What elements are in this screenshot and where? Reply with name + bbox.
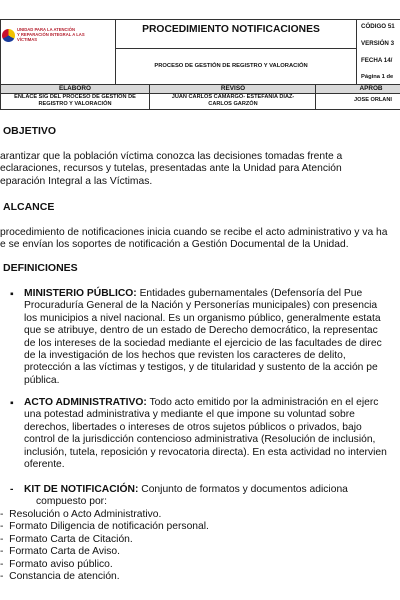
list-item: - Formato Carta de Aviso. xyxy=(0,546,120,558)
elaboro-value: ENLACE SIG DEL PROCESO DE GESTIÓN DE REGISTRO Y VALORACIÓN xyxy=(14,94,136,107)
aprobo-label: APROB xyxy=(359,85,383,92)
reviso-value: JUAN CARLOS CAMARGO- ESTEFANIA DIAZ- CARLOS GARZÓN xyxy=(171,94,295,107)
fecha: FECHA 14/ xyxy=(361,57,393,64)
bullet: ▪ xyxy=(10,289,14,300)
section-definiciones-title: DEFINICIONES xyxy=(3,262,78,274)
colombia-flag-icon xyxy=(2,29,15,42)
list-item: - Formato Carta de Citación. xyxy=(0,533,133,545)
kit-list xyxy=(0,509,209,583)
bullet: ▪ xyxy=(10,398,14,409)
elaboro-label: ELABORO xyxy=(59,85,91,92)
codigo: CÓDIGO 51 xyxy=(361,23,395,30)
definition-acto-administrativo: ACTO ADMINISTRATIVO: Todo acto emitido por la administración en el ejerc una potestad administrativa y mediante el que impone su voluntad sobre derechos, libertades o intereses de otros sujetos públicos o privados, bajo control de la jurisdicción contencioso administrativa (Resolución de inclusión, inclusión, tutela, reposición y revocatoria directa). En esta actividad no intervien oferente. xyxy=(24,397,387,471)
definition-ministerio-publico: MINISTERIO PÚBLICO: Entidades gubernamentales (Defensoría del Pue Procuraduría General de la Nación y Personerías municipales) con presencia los municipios a nivel nacional. Es un organismo público, generalmente estata que se atribuye, dentro de un estado de Derecho democrático, la representac de los intereses de la sociedad mediante el ejercicio de las facultades de direc de la investigación de los hechos que revisten los caracteres de delito, protección a las víctimas y testigos, y de titularidad y sustento de la acción pe pública. xyxy=(24,288,382,386)
list-item: - Constancia de atención. xyxy=(0,571,120,583)
alcance-text: procedimiento de notificaciones inicia cuando se recibe el acto administrativo y va ha e se envían los soportes de notificación a Gestión Documental de la Unidad. xyxy=(0,227,388,251)
list-item: - Formato Diligencia de notificación personal. xyxy=(0,521,209,533)
section-objetivo-title: OBJETIVO xyxy=(3,125,57,137)
list-item: - Formato aviso público. xyxy=(0,558,113,570)
pagina: Página 1 de xyxy=(361,74,394,80)
page-title: PROCEDIMIENTO NOTIFICACIONES xyxy=(142,24,320,35)
logo-text: UNIDAD PARA LA ATENCIÓN Y REPARACIÓN INTEGRAL A LAS VÍCTIMAS xyxy=(17,27,85,42)
version: VERSIÓN 3 xyxy=(361,40,395,47)
reviso-label: REVISO xyxy=(220,85,246,92)
definition-kit-notificacion: KIT DE NOTIFICACIÓN: Conjunto de formatos y documentos adiciona compuesto por: xyxy=(24,484,348,508)
aprobo-value: JOSE ORLANI xyxy=(354,97,392,103)
section-alcance-title: ALCANCE xyxy=(3,201,55,213)
process-name: PROCESO DE GESTIÓN DE REGISTRO Y VALORACIÓN xyxy=(154,63,308,69)
objetivo-text: arantizar que la población víctima conozca las decisiones tomadas frente a eclaraciones, recursos y tutelas, presentadas ante la Unidad para Atención eparación Integral a las Víctimas. xyxy=(0,151,343,187)
list-item: - Resolución o Acto Administrativo. xyxy=(0,509,162,520)
bullet-dash: - xyxy=(10,484,14,495)
